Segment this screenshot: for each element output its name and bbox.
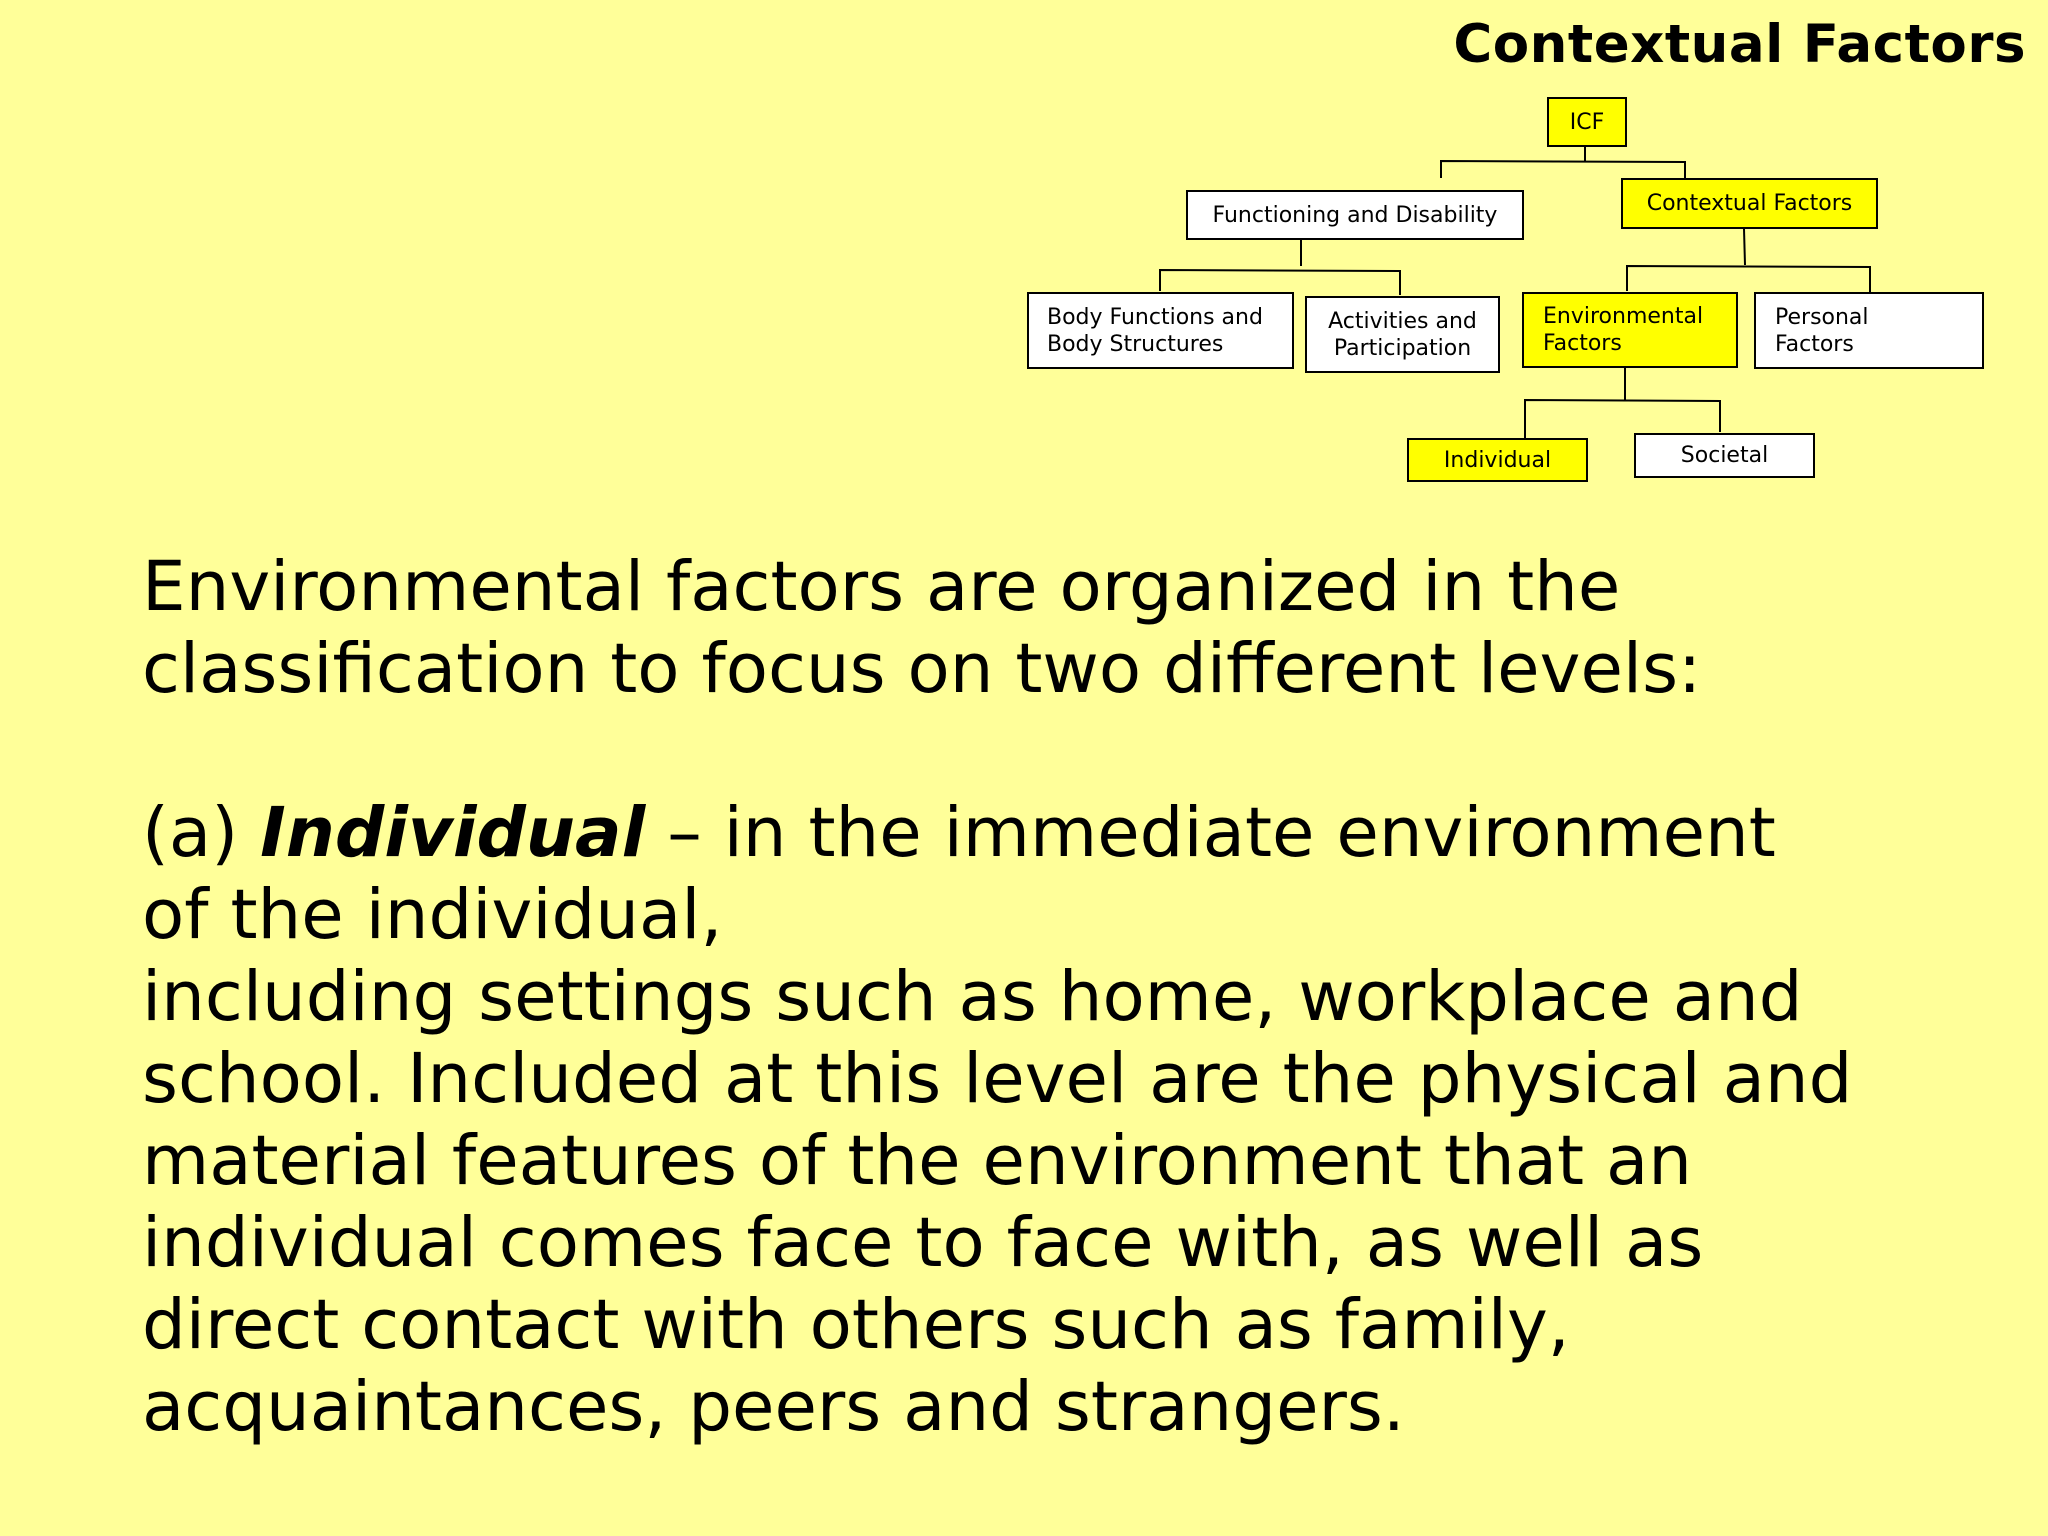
item-line-4: school. Included at this level are the physical and bbox=[142, 1039, 1853, 1119]
node-activities-participation-label: Activities and Participation bbox=[1328, 308, 1477, 361]
node-contextual-factors bbox=[1621, 178, 1878, 229]
intro-line-1: Environmental factors are organized in the bbox=[142, 547, 1621, 627]
item-line-1 bbox=[142, 792, 2012, 874]
body-text bbox=[142, 546, 2012, 1448]
node-contextual-factors-label: Contextual Factors bbox=[1646, 191, 1853, 216]
connector-contextual-bar bbox=[1627, 266, 1870, 295]
intro-line-2: classification to focus on two different levels: bbox=[142, 629, 1702, 709]
item-line-3: including settings such as home, workplace and bbox=[142, 957, 1803, 1037]
item-rest: – in the immediate environment bbox=[645, 793, 1776, 873]
node-individual-label: Individual bbox=[1443, 447, 1552, 473]
node-icf bbox=[1547, 97, 1627, 147]
item-line-2: of the individual, bbox=[142, 875, 723, 955]
node-icf-label: ICF bbox=[1569, 109, 1605, 135]
node-body-functions-label: Body Functions and Body Structures bbox=[1047, 304, 1263, 357]
item-term: Individual bbox=[260, 793, 646, 873]
slide-title: Contextual Factors bbox=[1453, 14, 2026, 75]
connector-contextual bbox=[1744, 229, 1745, 265]
paragraph-gap bbox=[142, 710, 2012, 792]
item-line-5: material features of the environment that an bbox=[142, 1121, 1692, 1201]
item-line-6: individual comes face to face with, as well as bbox=[142, 1203, 1704, 1283]
item-line-7: direct contact with others such as family, bbox=[142, 1285, 1570, 1365]
connector-level1-bar bbox=[1441, 161, 1685, 178]
item-line-8: acquaintances, peers and strangers. bbox=[142, 1367, 1405, 1447]
node-environmental-factors bbox=[1522, 292, 1738, 368]
node-functioning-disability-label: Functioning and Disability bbox=[1212, 202, 1498, 228]
node-personal-factors-label: Personal Factors bbox=[1775, 304, 1869, 357]
node-activities-participation bbox=[1305, 296, 1500, 373]
node-body-functions bbox=[1027, 292, 1294, 369]
node-personal-factors bbox=[1754, 292, 1984, 369]
node-functioning-disability bbox=[1186, 190, 1524, 240]
node-individual bbox=[1407, 438, 1588, 482]
item-prefix: (a) bbox=[142, 793, 261, 873]
node-societal-label: Societal bbox=[1680, 443, 1769, 468]
node-societal bbox=[1634, 433, 1815, 478]
node-environmental-factors-label: Environmental Factors bbox=[1543, 304, 1704, 356]
